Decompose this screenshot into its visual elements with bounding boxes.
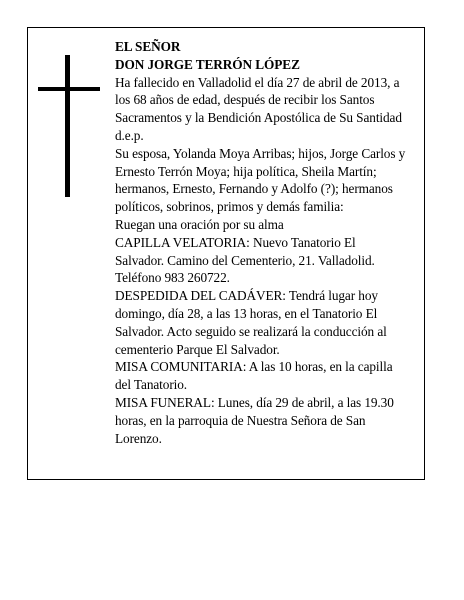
cross-icon <box>38 55 100 197</box>
farewell-line-2: domingo, día 28, a las 13 horas, en el Tanatorio El <box>115 305 378 321</box>
farewell-line-4: cementerio Parque El Salvador. <box>115 341 280 357</box>
community-mass-line-1: MISA COMUNITARIA: A las 10 horas, en la capilla <box>115 359 393 375</box>
community-mass-line-2: del Tanatorio. <box>115 377 188 393</box>
funeral-mass-line-2: horas, en la parroquia de Nuestra Señora de San <box>115 412 366 428</box>
chapel-phone: Teléfono 983 260722. <box>115 270 230 286</box>
farewell-line-3: Salvador. Acto seguido se realizará la conducción al <box>115 323 387 339</box>
notice-line-2: los 68 años de edad, después de recibir los Santos <box>115 92 375 108</box>
cross-horizontal-bar <box>38 87 100 91</box>
family-line-3: hermanos, Ernesto, Fernando y Adolfo (?); hermanos <box>115 181 393 197</box>
family-line-2: Ernesto Terrón Moya; hija política, Sheila Martín; <box>115 163 377 179</box>
title-line-1: EL SEÑOR <box>115 39 181 54</box>
chapel-line-2: Salvador. Camino del Cementerio, 21. Valladolid. <box>115 252 375 268</box>
farewell-line-1: DESPEDIDA DEL CADÁVER: Tendrá lugar hoy <box>115 288 378 304</box>
funeral-mass-line-3: Lorenzo. <box>115 430 162 446</box>
funeral-mass-line-1: MISA FUNERAL: Lunes, día 29 de abril, a las 19.30 <box>115 394 394 410</box>
cross-vertical-bar <box>65 55 70 197</box>
chapel-line-1: CAPILLA VELATORIA: Nuevo Tanatorio El <box>115 234 356 250</box>
obituary-text <box>115 38 423 447</box>
notice-line-3: Sacramentos y la Bendición Apostólica de Su Santidad <box>115 110 402 126</box>
family-line-4: políticos, sobrinos, primos y demás familia: <box>115 199 344 215</box>
notice-line-4: d.e.p. <box>115 127 144 143</box>
prayer-request: Ruegan una oración por su alma <box>115 216 284 232</box>
deceased-name: DON JORGE TERRÓN LÓPEZ <box>115 56 300 72</box>
family-line-1: Su esposa, Yolanda Moya Arribas; hijos, Jorge Carlos y <box>115 145 406 161</box>
notice-line-1: Ha fallecido en Valladolid el día 27 de abril de 2013, a <box>115 74 400 90</box>
